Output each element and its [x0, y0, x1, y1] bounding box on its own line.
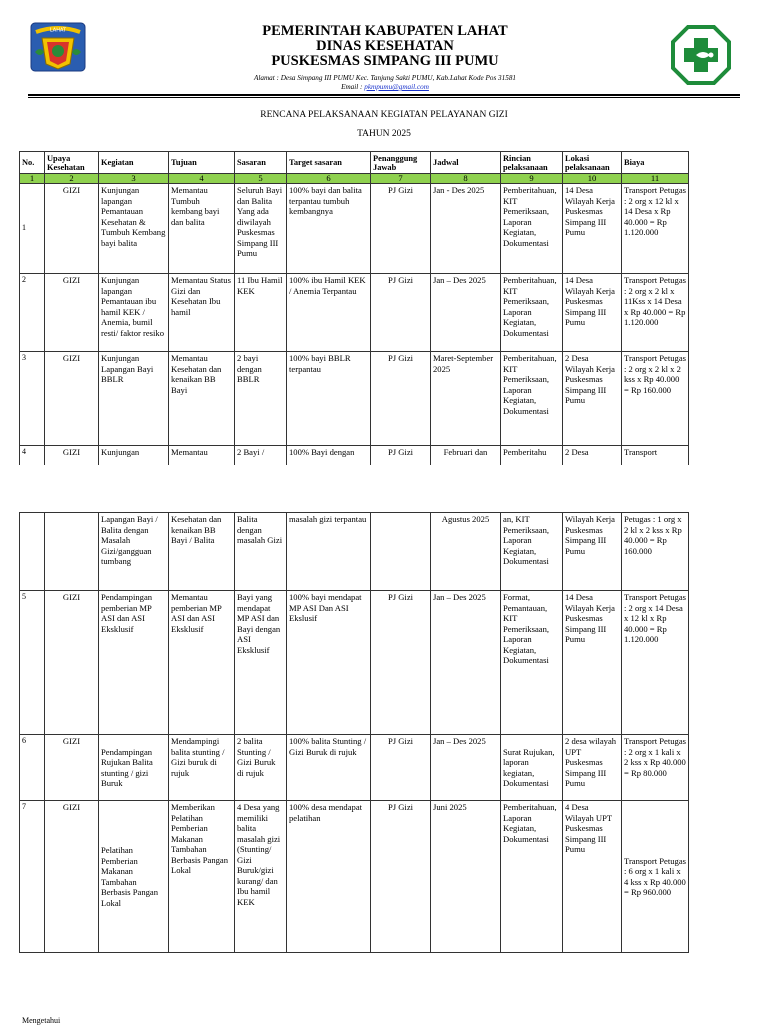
cell-kegiatan: Lapangan Bayi / Balita dengan Masalah Gizi/gangguan tumbang	[99, 513, 169, 591]
plan-table-page-2	[19, 512, 689, 953]
cell-biaya: Petugas : 1 org x 2 kl x 2 kss x Rp 40.000 = Rp 160.000	[622, 513, 689, 591]
table-row	[20, 274, 689, 352]
cell-pj: PJ Gizi	[371, 274, 431, 352]
col-header-sasaran: Sasaran	[235, 152, 287, 174]
cell-sasaran: Seluruh Bayi dan Balita Yang ada diwilayah Puskesmas Simpang III Pumu	[235, 184, 287, 274]
col-header-pj: Penanggung Jawab	[371, 152, 431, 174]
cell-pj: PJ Gizi	[371, 184, 431, 274]
cell-tujuan: Memantau	[169, 446, 235, 466]
email-label: Email :	[341, 83, 363, 91]
cell-no: 5	[20, 591, 45, 735]
cell-tujuan: Memantau Status Gizi dan Kesehatan Ibu hamil	[169, 274, 235, 352]
cell-no: 3	[20, 352, 45, 446]
document-title: RENCANA PELAKSANAAN KEGIATAN PELAYANAN GIZI	[260, 110, 508, 120]
cell-kegiatan: Pelatihan Pemberian Makanan Tambahan Berbasis Pangan Lokal	[99, 801, 169, 953]
page-break-gap	[0, 465, 768, 505]
cell-target: 100% balita Stunting / Gizi Buruk di rujuk	[287, 735, 371, 801]
cell-lokasi: 14 Desa Wilayah Kerja Puskesmas Simpang III Pumu	[563, 591, 622, 735]
letterhead-email	[120, 83, 650, 92]
letterhead	[120, 24, 650, 92]
letterhead-line-2: DINAS KESEHATAN	[316, 38, 454, 54]
cell-target: 100% bayi BBLR terpantau	[287, 352, 371, 446]
cell-tujuan: Mendampingi balita stunting / Gizi buruk di rujuk	[169, 735, 235, 801]
email-link[interactable]: pkmpumu@gmail.com	[364, 83, 429, 91]
lahat-emblem-icon	[30, 22, 86, 72]
cell-tujuan: Memberikan Pelatihan Pemberian Makanan Tambahan Berbasis Pangan Lokal	[169, 801, 235, 953]
cell-target: 100% bayi mendapat MP ASI Dan ASI Ekslusif	[287, 591, 371, 735]
letterhead-rule-thick	[28, 94, 740, 96]
cell-sasaran: Bayi yang mendapat MP ASI dan Bayi dengan ASI Eksklusif	[235, 591, 287, 735]
cell-lokasi: 2 desa wilayah UPT Puskesmas Simpang III Pumu	[563, 735, 622, 801]
cell-pj: PJ Gizi	[371, 591, 431, 735]
col-header-biaya: Biaya	[622, 152, 689, 174]
cell-biaya: Transport Petugas : 2 org x 2 kl x 11Kss x 14 Desa x Rp 40.000 = Rp 1.120.000	[622, 274, 689, 352]
cell-lokasi: 2 Desa	[563, 446, 622, 466]
col-header-no: No.	[20, 152, 45, 174]
col-header-upaya: Upaya Kesehatan	[45, 152, 99, 174]
cell-upaya: GIZI	[45, 735, 99, 801]
cell-kegiatan: Kunjungan	[99, 446, 169, 466]
cell-no: 4	[20, 446, 45, 466]
cell-rincian: an, KIT Pemeriksaan, Laporan Kegiatan, Dokumentasi	[501, 513, 563, 591]
col-num: 10	[563, 174, 622, 184]
cell-kegiatan: Pendampingan Rujukan Balita stunting / gizi Buruk	[99, 735, 169, 801]
cell-pj	[371, 513, 431, 591]
cell-rincian: Format, Pemantauan, KIT Pemeriksaan, Laporan Kegiatan, Dokumentasi	[501, 591, 563, 735]
cell-jadwal: Maret-September 2025	[431, 352, 501, 446]
cell-lokasi: Wilayah Kerja Puskesmas Simpang III Pumu	[563, 513, 622, 591]
col-num: 6	[287, 174, 371, 184]
cell-rincian: Pemberitahuan, KIT Pemeriksaan, Laporan Kegiatan, Dokumentasi	[501, 274, 563, 352]
header-row	[20, 152, 689, 174]
cell-sasaran: 2 balita Stunting / Gizi Buruk di rujuk	[235, 735, 287, 801]
cell-jadwal: Jan – Des 2025	[431, 591, 501, 735]
cell-no: 7	[20, 801, 45, 953]
cell-upaya: GIZI	[45, 591, 99, 735]
cell-upaya: GIZI	[45, 184, 99, 274]
cell-pj: PJ Gizi	[371, 352, 431, 446]
cell-kegiatan: Kunjungan Lapangan Bayi BBLR	[99, 352, 169, 446]
cell-jadwal: Juni 2025	[431, 801, 501, 953]
cell-lokasi: 14 Desa Wilayah Kerja Puskesmas Simpang III Pumu	[563, 184, 622, 274]
table-row	[20, 801, 689, 953]
footer-fragment: Mengetahui	[22, 1016, 61, 1025]
cell-rincian: Pemberitahu	[501, 446, 563, 466]
col-header-tujuan: Tujuan	[169, 152, 235, 174]
cell-rincian: Pemberitahuan, KIT Pemeriksaan, Laporan Kegiatan, Dokumentasi	[501, 352, 563, 446]
cell-rincian: Pemberitahuan, KIT Pemeriksaan, Laporan Kegiatan, Dokumentasi	[501, 184, 563, 274]
col-header-jadwal: Jadwal	[431, 152, 501, 174]
cell-upaya: GIZI	[45, 801, 99, 953]
cell-pj: PJ Gizi	[371, 801, 431, 953]
cell-biaya: Transport Petugas : 2 org x 2 kl x 2 kss x Rp 40.000 = Rp 160.000	[622, 352, 689, 446]
letterhead-address: Alamat : Desa Simpang III PUMU Kec. Tanjung Sakti PUMU, Kab.Lahat Kode Pos 31581	[253, 74, 517, 82]
cell-jadwal: Agustus 2025	[431, 513, 501, 591]
cell-tujuan: Kesehatan dan kenaikan BB Bayi / Balita	[169, 513, 235, 591]
cell-sasaran: 11 Ibu Hamil KEK	[235, 274, 287, 352]
col-num: 9	[501, 174, 563, 184]
plan-table-page-1	[19, 151, 689, 466]
col-num: 2	[45, 174, 99, 184]
col-header-target: Target sasaran	[287, 152, 371, 174]
cell-biaya: Transport Petugas : 2 org x 14 Desa x 12 kl x Rp 40.000 = Rp 1.120.000	[622, 591, 689, 735]
cell-jadwal: Jan – Des 2025	[431, 735, 501, 801]
column-number-row	[20, 174, 689, 184]
cell-target: 100% ibu Hamil KEK / Anemia Terpantau	[287, 274, 371, 352]
cell-tujuan: Memantau Tumbuh kembang bayi dan balita	[169, 184, 235, 274]
cell-rincian: Surat Rujukan, laporan kegiatan, Dokumentasi	[501, 735, 563, 801]
cell-upaya: GIZI	[45, 274, 99, 352]
cell-biaya: Transport	[622, 446, 689, 466]
cell-no: 2	[20, 274, 45, 352]
col-num: 7	[371, 174, 431, 184]
cell-upaya: GIZI	[45, 352, 99, 446]
cell-no: 1	[20, 184, 45, 274]
cell-biaya: Transport Petugas : 2 org x 12 kl x 14 Desa x Rp 40.000 = Rp 1.120.000	[622, 184, 689, 274]
cell-target: 100% Bayi dengan	[287, 446, 371, 466]
cell-sasaran: Balita dengan masalah Gizi	[235, 513, 287, 591]
letterhead-line-1: PEMERINTAH KABUPATEN LAHAT	[262, 23, 508, 39]
cell-tujuan: Memantau pemberian MP ASI dan ASI Eksklusif	[169, 591, 235, 735]
cell-lokasi: 2 Desa Wilayah Kerja Puskesmas Simpang III Pumu	[563, 352, 622, 446]
document-year: TAHUN 2025	[357, 129, 411, 139]
cell-kegiatan: Pendampingan pemberian MP ASI dan ASI Eksklusif	[99, 591, 169, 735]
col-header-lokasi: Lokasi pelaksanaan	[563, 152, 622, 174]
letterhead-rule-thin	[28, 97, 740, 98]
cell-no: 6	[20, 735, 45, 801]
cell-lokasi: 4 Desa Wilayah UPT Puskesmas Simpang III Pumu	[563, 801, 622, 953]
cell-target: 100% desa mendapat pelatihan	[287, 801, 371, 953]
cell-sasaran: 2 Bayi /	[235, 446, 287, 466]
table-row	[20, 735, 689, 801]
col-num: 11	[622, 174, 689, 184]
col-num: 3	[99, 174, 169, 184]
cell-tujuan: Memantau Kesehatan dan kenaikan BB Bayi	[169, 352, 235, 446]
cell-target: masalah gizi terpantau	[287, 513, 371, 591]
cell-target: 100% bayi dan balita terpantau tumbuh kembangnya	[287, 184, 371, 274]
col-num: 4	[169, 174, 235, 184]
cell-lokasi: 14 Desa Wilayah Kerja Puskesmas Simpang III Pumu	[563, 274, 622, 352]
col-header-rincian: Rincian pelaksanaan	[501, 152, 563, 174]
letterhead-line-3: PUSKESMAS SIMPANG III PUMU	[271, 53, 499, 69]
cell-pj: PJ Gizi	[371, 446, 431, 466]
col-header-kegiatan: Kegiatan	[99, 152, 169, 174]
puskesmas-cross-icon	[670, 24, 732, 86]
cell-kegiatan: Kunjungan lapangan Pemantauan ibu hamil KEK / Anemia, bumil resti/ faktor resiko	[99, 274, 169, 352]
table-row	[20, 446, 689, 466]
table-row	[20, 513, 689, 591]
cell-jadwal: Jan - Des 2025	[431, 184, 501, 274]
cell-biaya: Transport Petugas : 6 org x 1 kali x 4 kss x Rp 40.000 = Rp 960.000	[622, 801, 689, 953]
cell-rincian: Pemberitahuan, Laporan Kegiatan, Dokumentasi	[501, 801, 563, 953]
col-num: 5	[235, 174, 287, 184]
table-row	[20, 184, 689, 274]
cell-upaya	[45, 513, 99, 591]
cell-pj: PJ Gizi	[371, 735, 431, 801]
cell-no	[20, 513, 45, 591]
cell-sasaran: 2 bayi dengan BBLR	[235, 352, 287, 446]
svg-text:LAHAT: LAHAT	[49, 27, 67, 34]
col-num: 1	[20, 174, 45, 184]
cell-jadwal: Februari dan	[431, 446, 501, 466]
cell-biaya: Transport Petugas : 2 org x 1 kali x 2 kss x Rp 40.000 = Rp 80.000	[622, 735, 689, 801]
cell-upaya: GIZI	[45, 446, 99, 466]
cell-sasaran: 4 Desa yang memiliki balita masalah gizi (Stunting/ Gizi Buruk/gizi kurang/ dan Ibu hamil KEK	[235, 801, 287, 953]
cell-kegiatan: Kunjungan lapangan Pemantauan Kesehatan & Tumbuh Kembang bayi balita	[99, 184, 169, 274]
table-row	[20, 352, 689, 446]
col-num: 8	[431, 174, 501, 184]
cell-jadwal: Jan – Des 2025	[431, 274, 501, 352]
table-row	[20, 591, 689, 735]
